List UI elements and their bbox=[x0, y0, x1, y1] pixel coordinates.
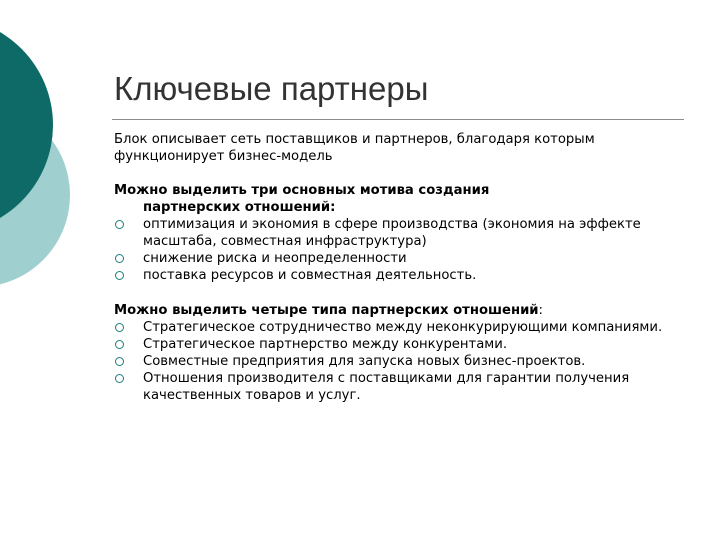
circle-bullet-icon bbox=[115, 323, 124, 332]
slide-content bbox=[114, 131, 689, 404]
list-item-text: поставка ресурсов и совместная деятельность. bbox=[143, 268, 477, 283]
list-item bbox=[114, 336, 689, 353]
motives-list bbox=[114, 216, 689, 284]
circle-bullet-icon bbox=[115, 220, 124, 229]
motives-heading-line1: Можно выделить три основных мотива создания bbox=[114, 183, 490, 198]
types-heading-bold: Можно выделить четыре типа партнерских отношений bbox=[114, 303, 539, 318]
list-item bbox=[114, 250, 689, 267]
list-item-text: оптимизация и экономия в сфере производства (экономия на эффекте масштаба, совместная инфраструктура) bbox=[143, 217, 641, 249]
list-item bbox=[114, 267, 689, 284]
list-item-text: Стратегическое партнерство между конкурентами. bbox=[143, 337, 508, 352]
types-section bbox=[114, 302, 689, 404]
list-item bbox=[114, 370, 689, 404]
types-list bbox=[114, 319, 689, 404]
circle-bullet-icon bbox=[115, 271, 124, 280]
decorative-circles bbox=[0, 0, 120, 300]
circle-bullet-icon bbox=[115, 357, 124, 366]
list-item bbox=[114, 319, 689, 336]
list-item-text: Совместные предприятия для запуска новых бизнес-проектов. bbox=[143, 354, 586, 369]
list-item bbox=[114, 216, 689, 250]
list-item-text: Стратегическое сотрудничество между неконкурирующими компаниями. bbox=[143, 320, 663, 335]
intro-paragraph: Блок описывает сеть поставщиков и партнеров, благодаря которым функционирует бизнес-модель bbox=[114, 132, 595, 164]
title-divider bbox=[112, 119, 684, 120]
types-heading-suffix: : bbox=[538, 303, 543, 318]
page-title: Ключевые партнеры bbox=[114, 70, 429, 107]
types-heading bbox=[114, 302, 689, 319]
list-item-text: снижение риска и неопределенности bbox=[143, 251, 407, 266]
motives-heading bbox=[114, 182, 689, 216]
motives-section bbox=[114, 182, 689, 284]
circle-bullet-icon bbox=[115, 254, 124, 263]
list-item-text: Отношения производителя с поставщиками для гарантии получения качественных товаров и услуг. bbox=[143, 371, 630, 403]
motives-heading-line2: партнерских отношений: bbox=[143, 200, 336, 215]
list-item bbox=[114, 353, 689, 370]
circle-bullet-icon bbox=[115, 340, 124, 349]
circle-bullet-icon bbox=[115, 374, 124, 383]
